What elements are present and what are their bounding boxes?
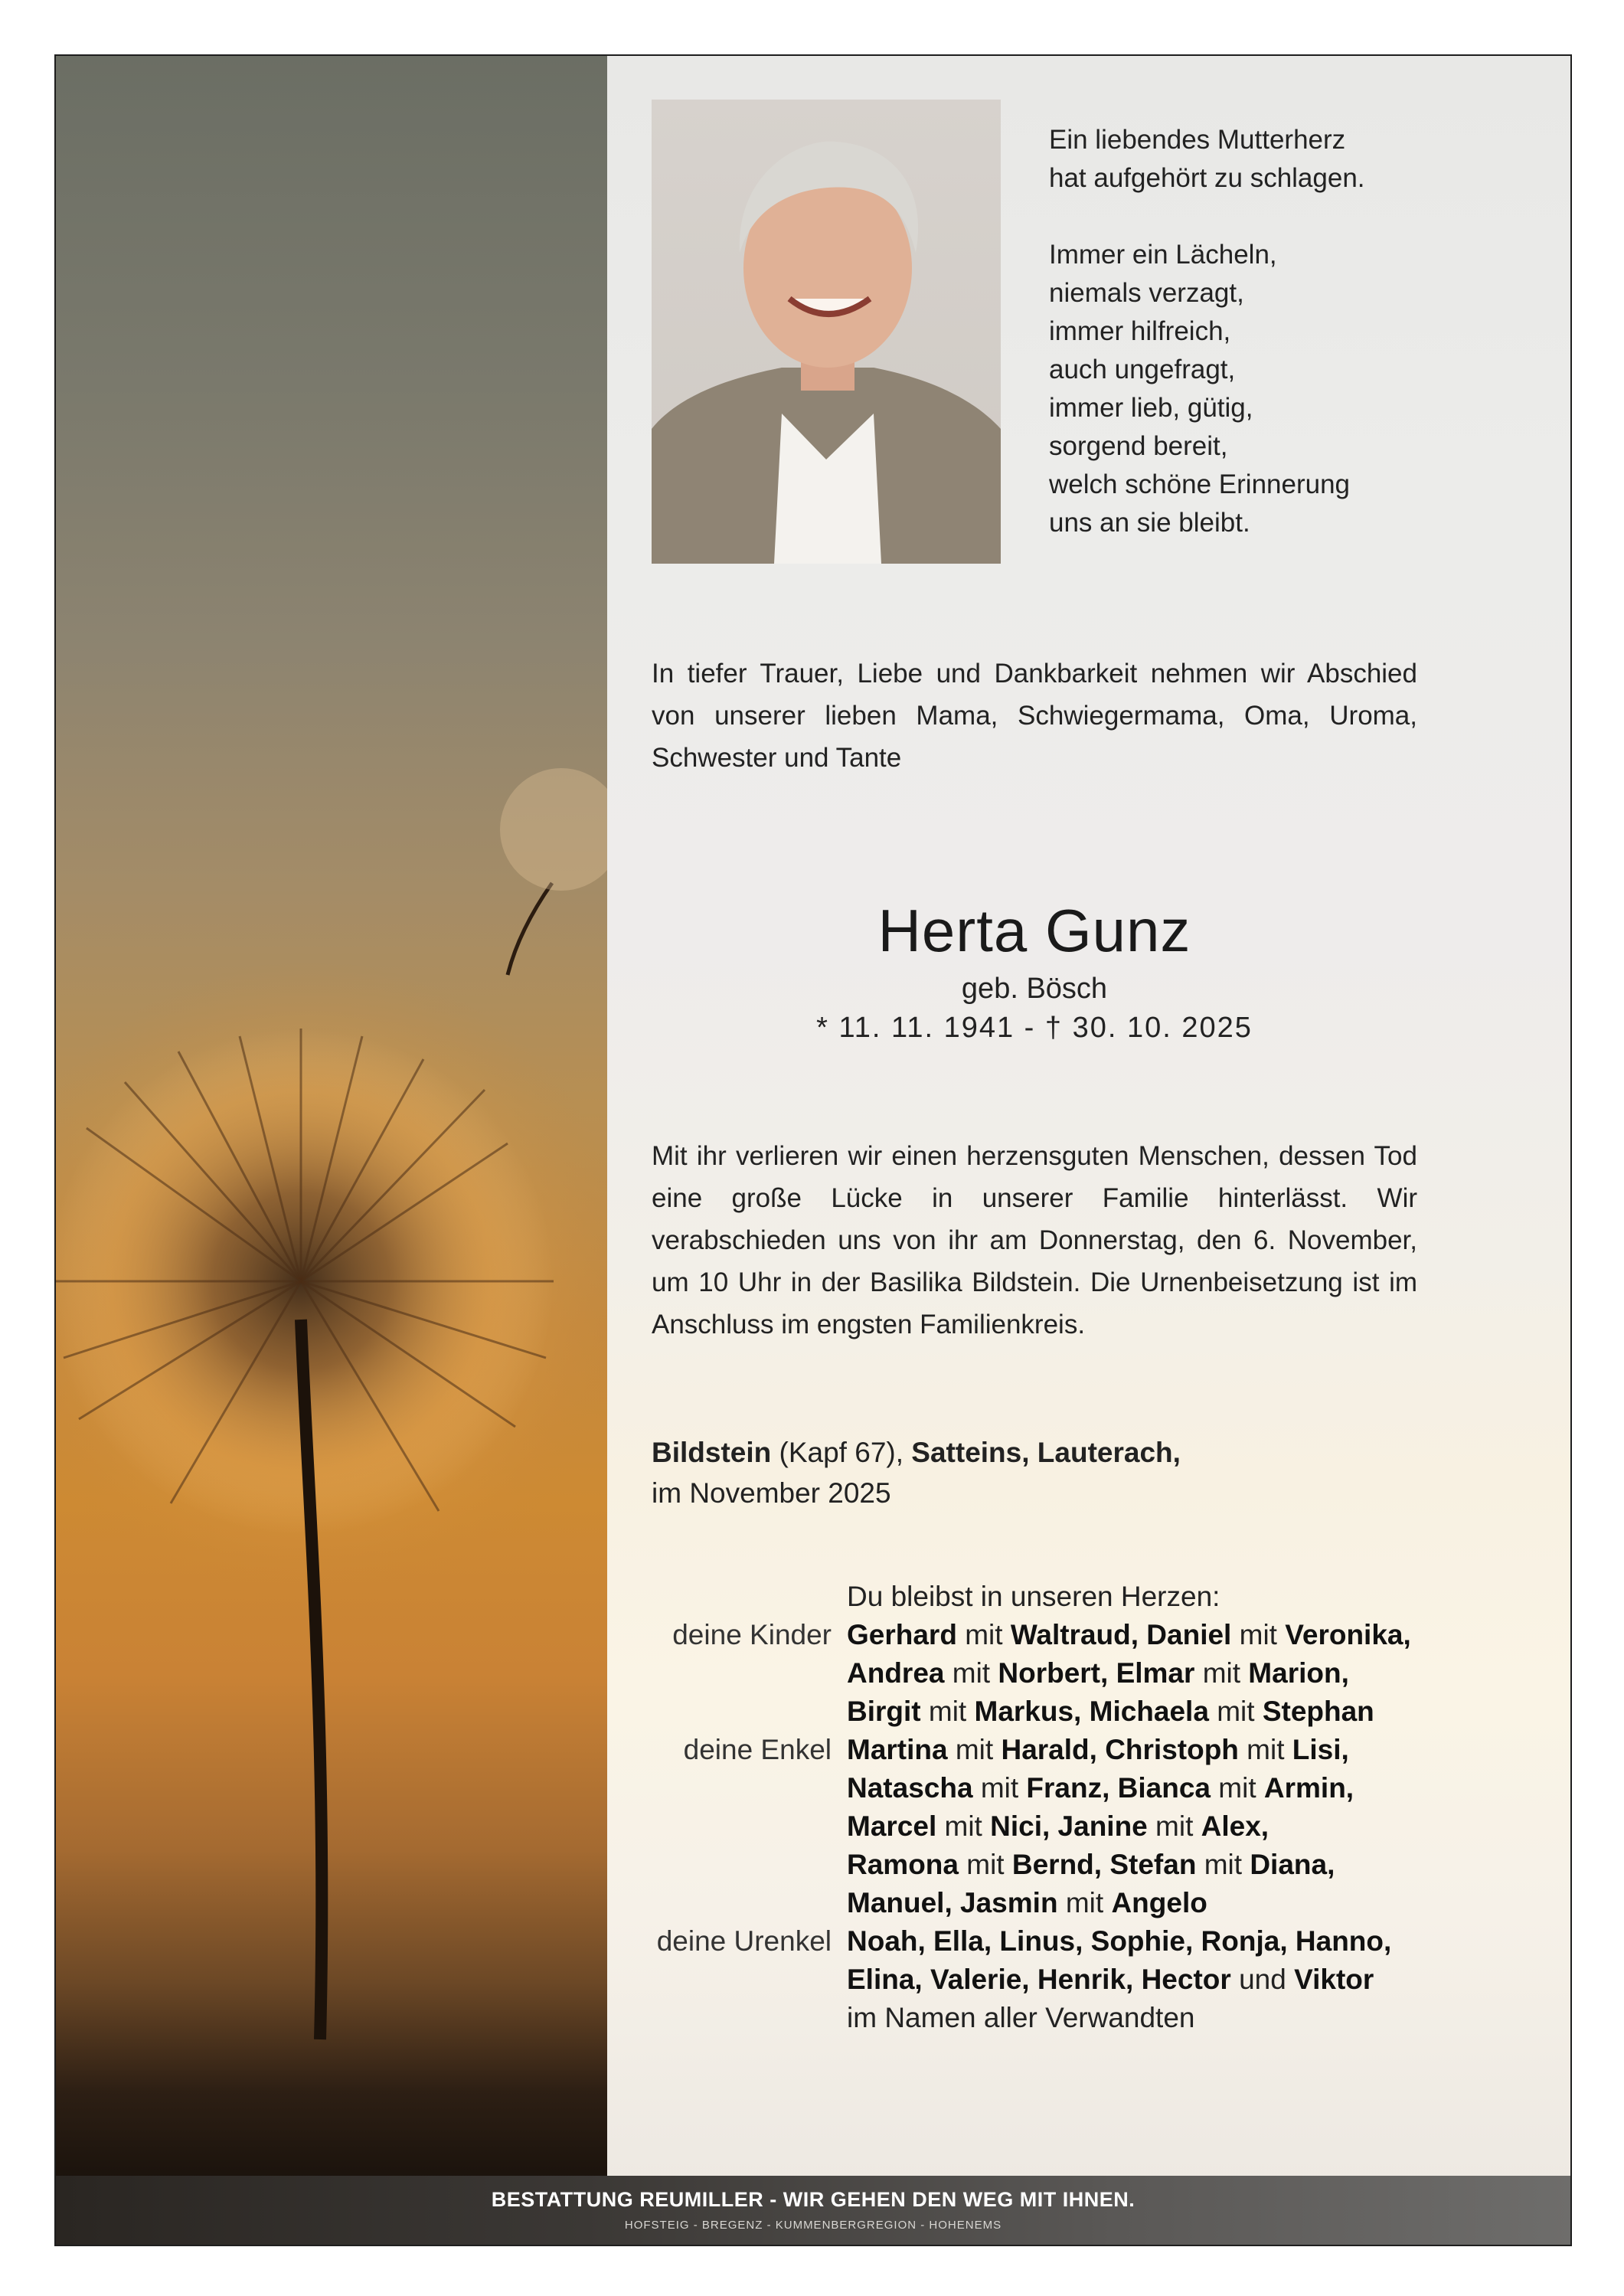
mourner-row [652,1999,1509,2037]
poem [1049,121,1447,581]
partner-name: Marion, [1248,1657,1349,1689]
place-line [652,1432,1417,1473]
person-name: Bianca [1117,1772,1211,1804]
mourner-row [652,1616,1509,1654]
mit-word: mit [928,1696,967,1727]
poem-line: immer hilfreich, [1049,316,1231,346]
mourner-names [847,1807,1269,1846]
place-and-date [652,1432,1417,1513]
mourner-names [847,1731,1349,1769]
partner-name: Waltraud, [1010,1619,1139,1650]
person-name: Manuel, [847,1887,953,1918]
mourner-names [847,1846,1335,1884]
poem-line: uns an sie bleibt. [1049,508,1250,538]
partner-name: Veronika, [1285,1619,1411,1650]
poem-stanza-2 [1049,236,1447,542]
portrait-illustration [652,100,1001,564]
footer-slogan: BESTATTUNG REUMILLER - WIR GEHEN DEN WEG MIT IHNEN. [491,2188,1135,2211]
relation-label: deine Enkel [683,1734,832,1765]
mourner-row [652,1884,1509,1922]
relation-label: deine Urenkel [656,1925,832,1957]
mourners-list [652,1578,1509,2037]
mit-word: mit [1204,1849,1243,1880]
person-name: Birgit [847,1696,921,1727]
person-name: Jasmin [960,1887,1058,1918]
mourner-row [652,1769,1509,1807]
partner-name: Harald, [1001,1734,1097,1765]
mit-word: mit [965,1619,1003,1650]
mourner-rows [652,1616,1509,2037]
funeral-message: Mit ihr verlieren wir einen herzensguten Menschen, dessen Tod eine große Lücke in unserer Familie hinterlässt. Wir verabschieden uns von ihr am Donnerstag, den 6. November, um 10 Uhr in der Basilika Bildstein. Die Urnenbeisetzung ist im Anschluss im engsten Familienkreis. [652,1141,1417,1339]
mourners-heading-row [652,1578,1509,1616]
place-address: (Kapf 67), [779,1437,904,1468]
mit-word: mit [1247,1734,1285,1765]
partner-name: Bernd, [1011,1849,1103,1880]
poem-line: immer lieb, gütig, [1049,393,1253,423]
mourners-closing: im Namen aller Verwandten [847,2002,1195,2033]
dandelion-illustration [56,56,607,2245]
person-name: Janine [1057,1810,1148,1842]
partner-name: Norbert, [998,1657,1109,1689]
mourner-row [652,1922,1509,1961]
maiden-name: geb. Bösch [961,973,1108,1005]
poem-line: niemals verzagt, [1049,278,1244,308]
mourner-names [847,1769,1354,1807]
person-name: Noah, Ella, Linus, Sophie, Ronja, Hanno, [847,1925,1392,1957]
person-name: Ramona [847,1849,959,1880]
person-name: Viktor [1294,1964,1374,1995]
mourner-row [652,1807,1509,1846]
mit-word: mit [1202,1657,1241,1689]
partner-name: Angelo [1111,1887,1207,1918]
partner-name: Markus, [974,1696,1082,1727]
partner-name: Armin, [1263,1772,1354,1804]
und-word: und [1239,1964,1286,1995]
life-dates: * 11. 11. 1941 - † 30. 10. 2025 [816,1012,1253,1044]
partner-name: Stephan [1262,1696,1374,1727]
person-name: Natascha [847,1772,973,1804]
mit-word: mit [1065,1887,1104,1918]
place-town: Bildstein [652,1437,772,1468]
mit-word: mit [944,1810,982,1842]
mourner-names [847,1884,1207,1922]
mourner-names [847,1961,1374,1999]
poem-line: Ein liebendes Mutterherz [1049,125,1346,155]
person-name: Elmar [1116,1657,1195,1689]
deceased-name: Herta Gunz [877,897,1191,964]
mourner-names [847,1922,1391,1961]
mourner-names [847,1654,1349,1693]
mourner-row [652,1654,1509,1693]
person-name: Michaela [1089,1696,1209,1727]
mit-word: mit [1155,1810,1194,1842]
mourners-heading: Du bleibst in unseren Herzen: [847,1581,1220,1612]
mit-word: mit [1218,1772,1256,1804]
mourner-names [847,1693,1374,1731]
partner-name: Alex, [1201,1810,1269,1842]
person-name: Daniel [1146,1619,1232,1650]
mourner-row [652,1961,1509,1999]
poem-stanza-1 [1049,121,1447,198]
place-date: im November 2025 [652,1477,891,1509]
mit-word: mit [980,1772,1019,1804]
portrait-photo [652,100,1001,564]
person-name: Elina, Valerie, Henrik, Hector [847,1964,1231,1995]
person-name: Marcel [847,1810,937,1842]
mit-word: mit [952,1657,991,1689]
mourner-row [652,1693,1509,1731]
partner-name: Diana, [1250,1849,1335,1880]
dandelion-photo [56,56,607,2245]
partner-name: Lisi, [1292,1734,1349,1765]
footer-bar [56,2176,1570,2245]
poem-line: hat aufgehört zu schlagen. [1049,163,1365,193]
mit-word: mit [1239,1619,1277,1650]
poem-line: welch schöne Erinnerung [1049,469,1351,499]
poem-line: auch ungefragt, [1049,355,1236,384]
mit-word: mit [955,1734,994,1765]
person-name: Gerhard [847,1619,957,1650]
mit-word: mit [1217,1696,1255,1727]
mit-word: mit [966,1849,1005,1880]
partner-name: Franz, [1026,1772,1110,1804]
poem-line: Immer ein Lächeln, [1049,240,1277,270]
person-name: Christoph [1105,1734,1239,1765]
person-name: Martina [847,1734,948,1765]
mourner-names [847,1616,1411,1654]
person-name: Stefan [1109,1849,1197,1880]
person-name: Andrea [847,1657,945,1689]
mourner-row [652,1731,1509,1769]
mourner-row [652,1846,1509,1884]
intro-text: In tiefer Trauer, Liebe und Dankbarkeit nehmen wir Abschied von unserer lieben Mama, Schwiegermama, Oma, Uroma, Schwester und Tante [652,659,1417,773]
poem-line: sorgend bereit, [1049,431,1228,461]
footer-locations: HOFSTEIG - BREGENZ - KUMMENBERGREGION - HOHENEMS [624,2219,1002,2232]
partner-name: Nici, [990,1810,1051,1842]
place-others: Satteins, Lauterach, [911,1437,1181,1468]
relation-label: deine Kinder [672,1619,832,1650]
